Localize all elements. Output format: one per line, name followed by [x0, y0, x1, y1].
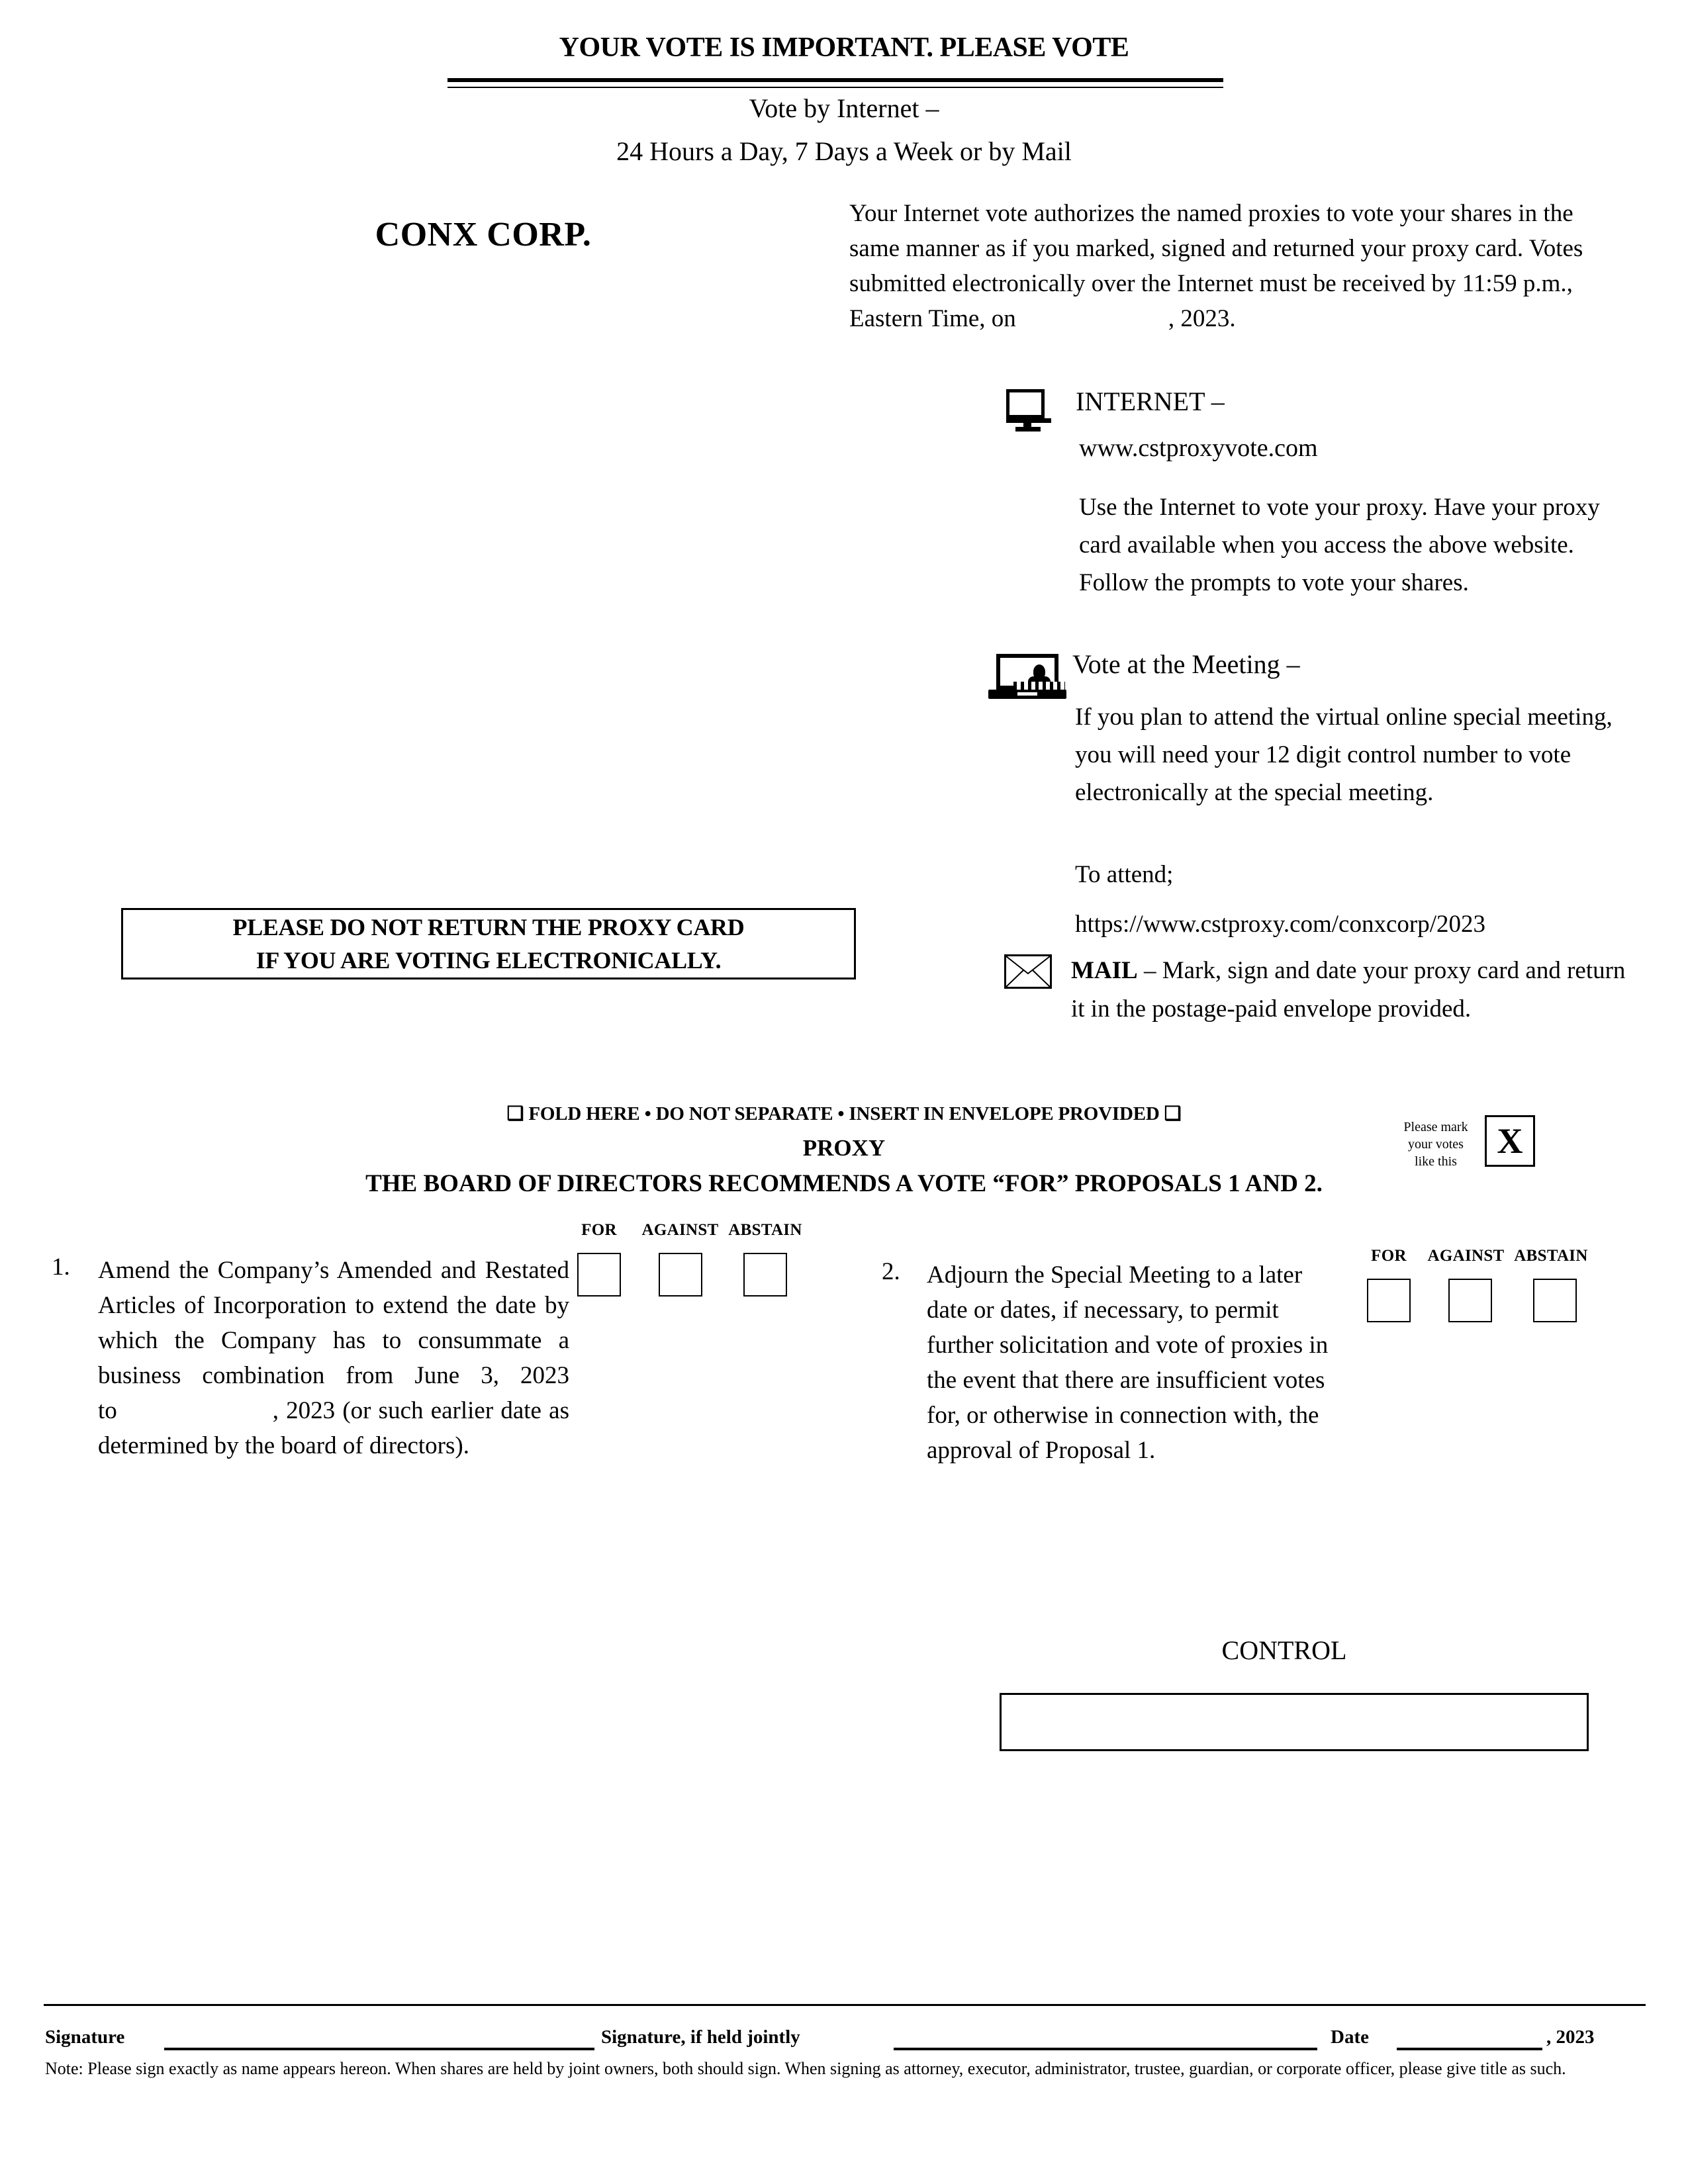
company-name: CONX CORP.: [375, 216, 592, 253]
control-number-field[interactable]: [1000, 1693, 1589, 1751]
footer-divider: [44, 2004, 1646, 2006]
date-line[interactable]: [1397, 2048, 1542, 2050]
do-not-return-line-2: IF YOU ARE VOTING ELECTRONICALLY.: [256, 947, 722, 974]
signature-joint-label: Signature, if held jointly: [601, 2026, 800, 2048]
internet-instructions: Use the Internet to vote your proxy. Have your proxy card available when you access the above website. Follow the prompts to vote your shares.: [1079, 494, 1600, 596]
proposal-2-for-checkbox[interactable]: [1367, 1279, 1411, 1322]
proposal-1-for-label: FOR: [581, 1221, 617, 1239]
monitor-icon: [1006, 389, 1050, 430]
signature-label: Signature: [45, 2026, 125, 2048]
proposal-2-for-label: FOR: [1371, 1247, 1407, 1265]
internet-authorization-paragraph: [849, 196, 1597, 336]
board-recommendation: THE BOARD OF DIRECTORS RECOMMENDS A VOTE “FOR” PROPOSALS 1 AND 2.: [365, 1170, 1323, 1197]
page-title: YOUR VOTE IS IMPORTANT. PLEASE VOTE: [559, 32, 1129, 63]
mail-label: MAIL: [1071, 957, 1138, 984]
vote-by-internet-heading: Vote by Internet –: [749, 93, 939, 123]
proposal-2-abstain-checkbox[interactable]: [1533, 1279, 1577, 1322]
proposal-1-number: 1.: [52, 1253, 70, 1281]
internet-paragraph-part2: , 2023.: [1168, 305, 1236, 332]
envelope-icon: [1004, 954, 1052, 989]
to-attend-label: To attend;: [1075, 861, 1174, 888]
internet-heading: INTERNET –: [1076, 387, 1225, 416]
internet-vote-url[interactable]: www.cstproxyvote.com: [1079, 434, 1318, 462]
proposal-2-against-label: AGAINST: [1427, 1247, 1505, 1265]
vote-at-meeting-heading: Vote at the Meeting –: [1072, 649, 1300, 679]
date-label: Date: [1331, 2026, 1369, 2048]
proposal-2-against-checkbox[interactable]: [1448, 1279, 1492, 1322]
meeting-attendance-url[interactable]: https://www.cstproxy.com/conxcorp/2023: [1075, 911, 1486, 938]
laptop-meeting-icon: [988, 654, 1068, 700]
proxy-label: PROXY: [802, 1135, 886, 1161]
signing-note: Note: Please sign exactly as name appears hereon. When shares are held by joint owners, both should sign. When signing as attorney, executor, administrator, trustee, guardian, or corporate officer, please give title as such.: [45, 2059, 1566, 2078]
proposal-1-for-checkbox[interactable]: [577, 1253, 621, 1297]
internet-paragraph-part1: Your Internet vote authorizes the named proxies to vote your shares in the same manner as if you marked, signed and returned your proxy card. Votes submitted electronically over the Internet must be received by 11:59 p.m., Eastern Time, on: [849, 200, 1583, 332]
header-rule-thick: [447, 78, 1223, 82]
availability-line: 24 Hours a Day, 7 Days a Week or by Mail: [616, 136, 1072, 166]
do-not-return-notice: [121, 908, 856, 979]
proposal-1-against-checkbox[interactable]: [659, 1253, 702, 1297]
do-not-return-line-1: PLEASE DO NOT RETURN THE PROXY CARD: [232, 914, 745, 940]
control-number-label: CONTROL: [1221, 1635, 1347, 1665]
date-year: , 2023: [1546, 2026, 1595, 2048]
signature-line[interactable]: [164, 2048, 594, 2050]
proposal-2-abstain-label: ABSTAIN: [1514, 1247, 1588, 1265]
mail-instructions: [1071, 952, 1627, 1028]
mark-instruction-text: Please mark your votes like this: [1403, 1120, 1468, 1169]
proposal-2-text: Adjourn the Special Meeting to a later date or dates, if necessary, to permit further solicitation and vote of proxies in the event that there are insufficient votes for, or otherwise in connection with, the approval of Proposal 1.: [927, 1261, 1329, 1464]
fold-here-line: ❑ FOLD HERE • DO NOT SEPARATE • INSERT IN ENVELOPE PROVIDED ❑: [506, 1103, 1182, 1124]
proposal-1-abstain-label: ABSTAIN: [728, 1221, 802, 1239]
mail-body: – Mark, sign and date your proxy card and return it in the postage-paid envelope provided.: [1071, 957, 1626, 1023]
proposal-1-against-label: AGAINST: [641, 1221, 719, 1239]
proposal-2-number: 2.: [882, 1258, 900, 1285]
signature-joint-line[interactable]: [894, 2048, 1317, 2050]
mark-example-box: X: [1485, 1115, 1535, 1167]
header-rule-thin: [447, 87, 1223, 88]
proposal-1-abstain-checkbox[interactable]: [743, 1253, 787, 1297]
vote-at-meeting-instructions: If you plan to attend the virtual online special meeting, you will need your 12 digit control number to vote electronically at the special meeting.: [1075, 704, 1613, 806]
proposal-1-text: Amend the Company’s Amended and Restated Articles of Incorporation to extend the date by which the Company has to consummate a business combination from June 3, 2023 to , 2023 (or such earlier date as determined by the board of directors).: [98, 1257, 569, 1459]
